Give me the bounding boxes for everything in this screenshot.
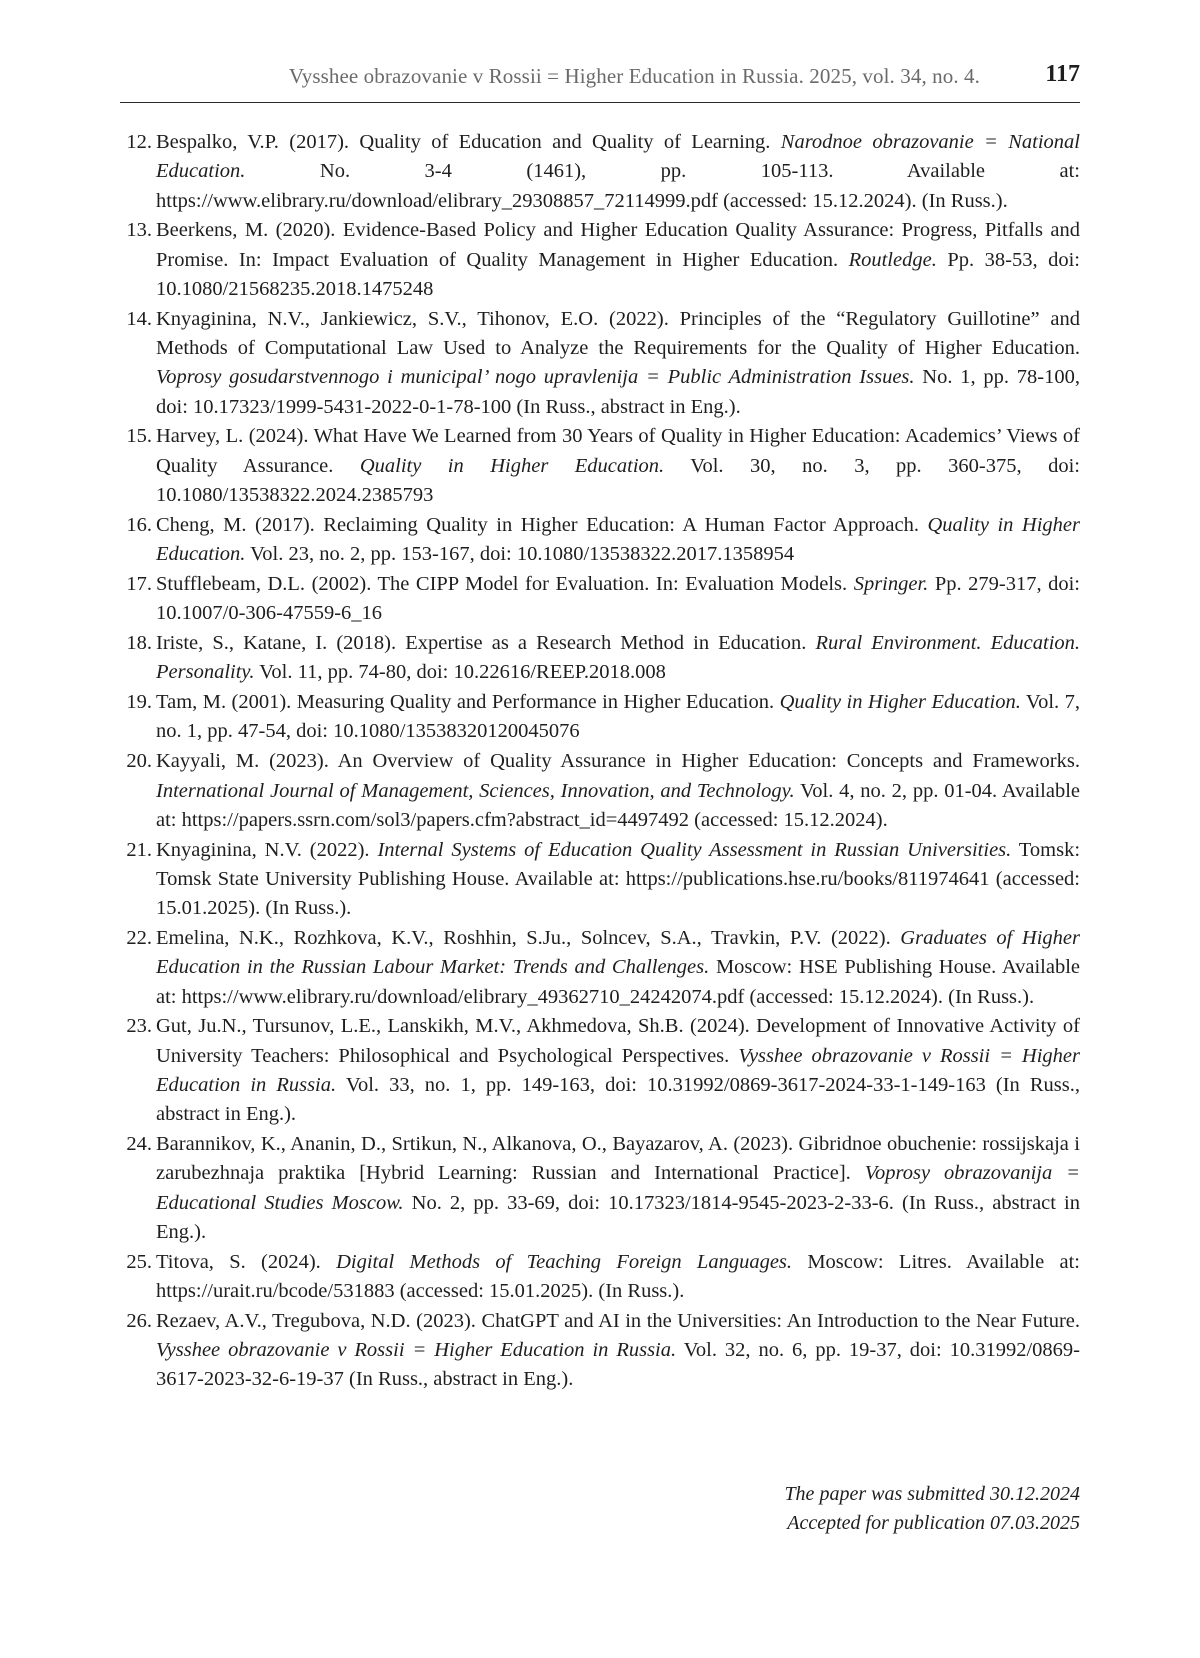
reference-source: Internal Systems of Education Quality Assessment in Russian Universities.: [377, 838, 1012, 861]
reference-text: Tomsk: Tomsk State University Publishing House. Available at: https://publications.hse.ru/books/811974641 (accessed: 15.01.2025). (In Russ.).: [156, 838, 1081, 920]
reference-item: [120, 629, 1080, 688]
reference-item: [120, 1307, 1080, 1395]
reference-number: 17.: [126, 572, 152, 595]
reference-source: Voprosy gosudarstvennogo i municipal’ nogo upravlenija = Public Administration Issues.: [156, 366, 915, 389]
reference-number: 22.: [126, 927, 152, 950]
reference-text: Rezaev, A.V., Tregubova, N.D. (2023). ChatGPT and AI in the Universities: An Introduction to the Near Future.: [156, 1309, 1080, 1332]
reference-number: 24.: [126, 1133, 152, 1156]
reference-number: 18.: [126, 632, 152, 655]
accepted-date: Accepted for publication 07.03.2025: [787, 1512, 1080, 1534]
reference-source: Rural Environment. Education. Personality.: [156, 632, 1081, 684]
reference-text: Tam, M. (2001). Measuring Quality and Performance in Higher Education.: [156, 691, 780, 714]
reference-source: Narodnoe obrazovanie = National Education.: [156, 131, 1080, 183]
journal-title: Vysshee obrazovanie v Rossii = Higher Education in Russia. 2025, vol. 34, no. 4.: [288, 64, 980, 88]
reference-item: [120, 747, 1080, 835]
reference-source: Graduates of Higher Education in the Russian Labour Market: Trends and Challenges.: [156, 927, 1080, 979]
reference-text: Beerkens, M. (2020). Evidence-Based Policy and Higher Education Quality Assurance: Progress, Pitfalls and Promise. In: Impact Evaluation of Quality Management in Higher Education.: [156, 219, 1080, 271]
reference-list: [120, 128, 1080, 1395]
reference-item: [120, 305, 1080, 422]
reference-source: Quality in Higher Education.: [156, 513, 1080, 566]
reference-source: Quality in Higher Education.: [779, 691, 1021, 714]
reference-text: Gut, Ju.N., Tursunov, L.E., Lanskikh, M.V., Akhmedova, Sh.B. (2024). Development of Innovative Activity of University Teachers: Philosophical and Psychological Perspectives.: [156, 1015, 1080, 1067]
reference-text: Cheng, M. (2017). Reclaiming Quality in Higher Education: A Human Factor Approach.: [156, 513, 928, 536]
reference-text: No. 3-4 (1461), pp. 105-113. Available at: https://www.elibrary.ru/download/elibrary_29308857_72114999.pdf (accessed: 15.12.2024). (In Russ.).: [156, 160, 1080, 212]
reference-number: 14.: [126, 307, 152, 330]
reference-number: 26.: [126, 1309, 152, 1332]
reference-text: Emelina, N.K., Rozhkova, K.V., Roshhin, S.Ju., Solncev, S.A., Travkin, P.V. (2022).: [156, 927, 901, 950]
page-number: 117: [1045, 61, 1080, 87]
reference-text: Barannikov, K., Ananin, D., Srtikun, N., Alkanova, O., Bayazarov, A. (2023). Gibridnoe obuchenie: rossijskaja i zarubezhnaja praktika [Hybrid Learning: Russian and International Practice].: [156, 1133, 1080, 1185]
reference-text: Vol. 32, no. 6, pp. 19-37, doi: 10.31992/0869-3617-2023-32-6-19-37 (In Russ., abstract in Eng.).: [156, 1339, 1080, 1391]
reference-source: Voprosy obrazovanija = Educational Studies Moscow.: [156, 1162, 1081, 1214]
reference-text: Bespalko, V.P. (2017). Quality of Education and Quality of Learning.: [156, 131, 781, 153]
reference-text: Knyaginina, N.V. (2022).: [156, 838, 378, 861]
reference-number: 16.: [126, 513, 152, 536]
reference-number: 15.: [126, 425, 152, 448]
reference-text: Vol. 4, no. 2, pp. 01-04. Available at: https://papers.ssrn.com/sol3/papers.cfm?abstract_id=4497492 (accessed: 15.12.2024).: [156, 779, 1080, 831]
reference-source: International Journal of Management, Sciences, Innovation, and Technology.: [156, 779, 795, 802]
reference-text: Pp. 38-53, doi: 10.1080/21568235.2018.1475248: [156, 248, 1080, 300]
reference-text: Vol. 7, no. 1, pp. 47-54, doi: 10.1080/13538320120045076: [156, 691, 1080, 743]
reference-number: 20.: [126, 750, 152, 773]
reference-text: No. 1, pp. 78-100, doi: 10.17323/1999-5431-2022-0-1-78-100 (In Russ., abstract in Eng.).: [156, 366, 1080, 418]
reference-text: Vol. 33, no. 1, pp. 149-163, doi: 10.31992/0869-3617-2024-33-1-149-163 (In Russ., abstract in Eng.).: [156, 1074, 1080, 1126]
reference-text: Vol. 23, no. 2, pp. 153-167, doi: 10.1080/13538322.2017.1358954: [245, 543, 795, 566]
reference-text: Pp. 279-317, doi: 10.1007/0-306-47559-6_16: [156, 572, 1080, 625]
reference-text: Kayyali, M. (2023). An Overview of Quality Assurance in Higher Education: Concepts and Frameworks.: [156, 750, 1080, 773]
reference-source: Routledge.: [848, 248, 937, 271]
reference-text: Moscow: Litres. Available at: https://urait.ru/bcode/531883 (accessed: 15.01.2025). (In Russ.).: [156, 1250, 1080, 1303]
reference-text: Harvey, L. (2024). What Have We Learned from 30 Years of Quality in Higher Education: Academics’ Views of Quality Assurance.: [156, 425, 1080, 477]
reference-item: [120, 128, 1080, 216]
reference-text: Vol. 30, no. 3, pp. 360-375, doi: 10.1080/13538322.2024.2385793: [156, 454, 1080, 507]
submitted-date: The paper was submitted 30.12.2024: [784, 1483, 1080, 1505]
reference-text: Iriste, S., Katane, I. (2018). Expertise as a Research Method in Education.: [156, 632, 816, 655]
reference-item: [120, 924, 1080, 1012]
reference-item: [120, 216, 1080, 304]
submission-notes: [784, 1480, 1080, 1538]
reference-source: Quality in Higher Education.: [359, 454, 665, 477]
reference-text: Stufflebeam, D.L. (2002). The CIPP Model for Evaluation. In: Evaluation Models.: [156, 572, 854, 595]
reference-source: Vysshee obrazovanie v Rossii = Higher Education in Russia.: [156, 1044, 1080, 1096]
reference-item: [120, 688, 1080, 747]
reference-text: Vol. 11, pp. 74-80, doi: 10.22616/REEP.2018.008: [254, 661, 666, 684]
reference-number: 21.: [126, 838, 152, 861]
reference-text: Knyaginina, N.V., Jankiewicz, S.V., Tihonov, E.O. (2022). Principles of the “Regulatory Guillotine” and Methods of Computational Law Used to Analyze the Requirements for the Quality of Higher Education.: [156, 307, 1080, 360]
reference-item: [120, 836, 1080, 924]
reference-number: 12.: [126, 131, 152, 153]
reference-text: Titova, S. (2024).: [156, 1250, 337, 1273]
reference-source: Digital Methods of Teaching Foreign Languages.: [336, 1250, 793, 1273]
reference-item: [120, 511, 1080, 570]
reference-item: [120, 422, 1080, 510]
running-header: [120, 58, 1080, 103]
reference-number: 25.: [126, 1250, 152, 1273]
reference-text: No. 2, pp. 33-69, doi: 10.17323/1814-9545-2023-2-33-6. (In Russ., abstract in Eng.).: [156, 1191, 1081, 1243]
reference-item: [120, 1248, 1080, 1307]
reference-source: Springer.: [853, 572, 929, 595]
reference-source: Vysshee obrazovanie v Rossii = Higher Education in Russia.: [156, 1339, 677, 1362]
reference-number: 19.: [126, 691, 152, 714]
reference-number: 23.: [126, 1015, 152, 1038]
reference-text: Moscow: HSE Publishing House. Available at: https://www.elibrary.ru/download/elibrary_49362710_24242074.pdf (accessed: 15.12.2024). (In Russ.).: [156, 956, 1080, 1008]
reference-item: [120, 570, 1080, 629]
reference-item: [120, 1012, 1080, 1129]
reference-item: [120, 1130, 1080, 1247]
reference-number: 13.: [126, 219, 152, 242]
